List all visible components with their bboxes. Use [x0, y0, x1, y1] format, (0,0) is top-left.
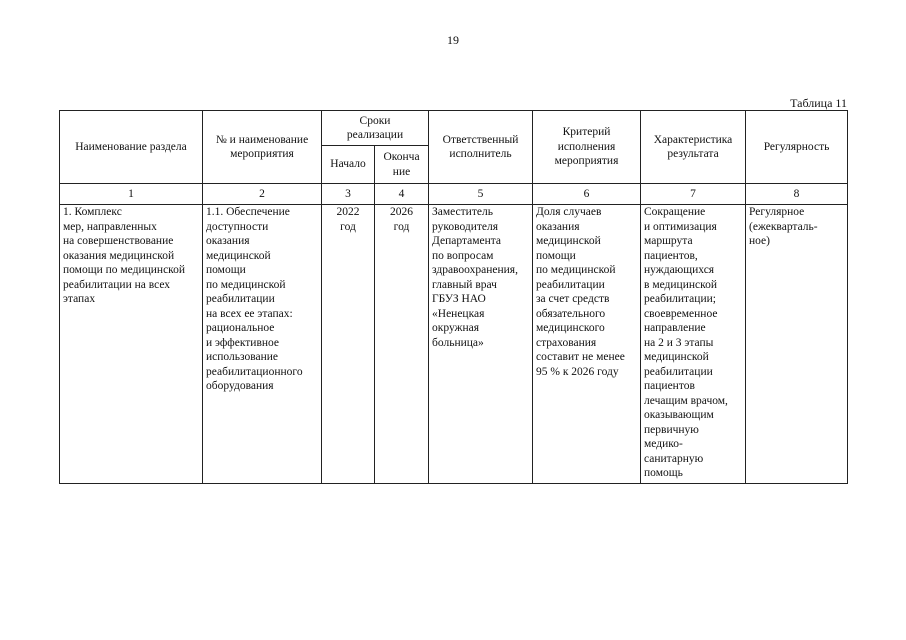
table-row [60, 205, 848, 484]
table-caption: Таблица 11 [790, 96, 847, 110]
header-terms: Сроки реализации [322, 111, 429, 146]
header-criterion: Критерий исполнения мероприятия [533, 111, 641, 184]
cell-criterion: Доля случаев оказания медицинской помощи по медицинской реабилитации за счет средств обязательного медицинского страхования составит не менее 95 % к 2026 году [533, 205, 641, 484]
header-end: Оконча ние [375, 146, 429, 184]
column-number: 6 [533, 184, 641, 205]
cell-responsible: Заместитель руководителя Департамента по вопросам здравоохранения, главный врач ГБУЗ НАО «Ненецкая окружная больница» [429, 205, 533, 484]
cell-section-name: 1. Комплекс мер, направленных на совершенствование оказания медицинской помощи по медицинской реабилитации на всех этапах [60, 205, 203, 484]
cell-regularity: Регулярное (ежекварталь- ное) [746, 205, 848, 484]
column-number: 7 [641, 184, 746, 205]
cell-start: 2022 год [322, 205, 375, 484]
column-number: 5 [429, 184, 533, 205]
header-responsible: Ответственный исполнитель [429, 111, 533, 184]
column-number: 1 [60, 184, 203, 205]
page-number: 19 [447, 33, 459, 47]
header-regularity: Регулярность [746, 111, 848, 184]
header-row-1 [60, 111, 848, 146]
header-section-name: Наименование раздела [60, 111, 203, 184]
cell-end: 2026 год [375, 205, 429, 484]
cell-measure: 1.1. Обеспечение доступности оказания медицинской помощи по медицинской реабилитации на всех ее этапах: рациональное и эффективное использование реабилитационного оборудования [203, 205, 322, 484]
column-number: 4 [375, 184, 429, 205]
cell-characteristic: Сокращение и оптимизация маршрута пациентов, нуждающихся в медицинской реабилитации; своевременное направление на 2 и 3 этапы медицинской реабилитации пациентов лечащим врачом, оказывающим первичную медико- санитарную помощь [641, 205, 746, 484]
column-number: 2 [203, 184, 322, 205]
measures-table [59, 110, 848, 484]
header-start: Начало [322, 146, 375, 184]
column-number: 8 [746, 184, 848, 205]
column-numbers-row [60, 184, 848, 205]
header-measure: № и наименование мероприятия [203, 111, 322, 184]
column-number: 3 [322, 184, 375, 205]
header-characteristic: Характеристика результата [641, 111, 746, 184]
